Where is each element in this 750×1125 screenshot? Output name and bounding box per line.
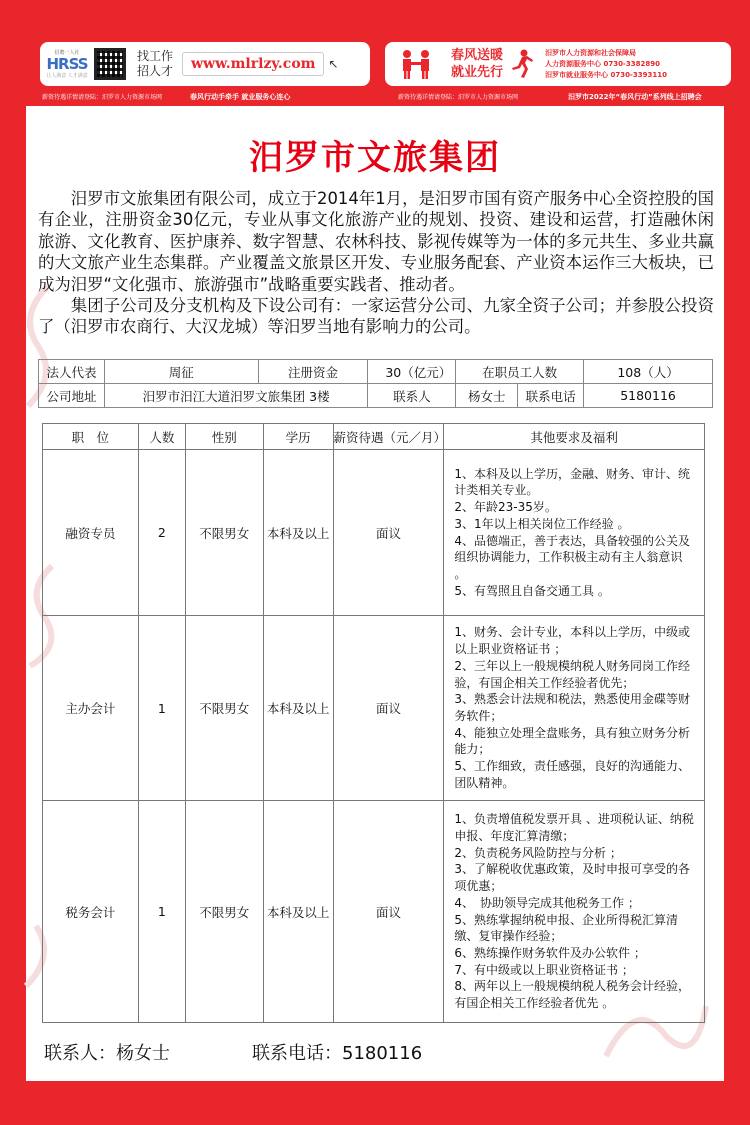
footer-contact: 联系人：杨女士 xyxy=(44,1043,170,1064)
job-education: 本科及以上 xyxy=(263,616,333,801)
col-header-salary: 薪资待遇（元／月） xyxy=(333,424,444,450)
col-header-requirements: 其他要求及福利 xyxy=(444,424,705,450)
capital-label: 注册资金 xyxy=(258,360,368,384)
header-strip xyxy=(0,90,750,104)
requirement-item: 4、 协助领导完成其他税务工作 ； xyxy=(454,895,640,910)
org-info xyxy=(545,48,667,81)
intro-paragraph: 集团子公司及分支机构及下设公司有：一家运营分公司、九家全资子公司；并参股公投资了（汨罗市农商行、大汉龙城）等汨罗当地有影响力的公司。 xyxy=(38,296,714,337)
job-title: 融资专员 xyxy=(43,450,139,616)
col-header-count: 人数 xyxy=(138,424,185,450)
strip-text-mid2: 薪资待遇详情请登陆：汨罗市人力资源市场网 xyxy=(398,94,519,101)
jobs-table xyxy=(42,423,705,1023)
job-requirements xyxy=(444,616,705,801)
legal-label: 法人代表 xyxy=(39,360,105,384)
job-salary: 面议 xyxy=(333,450,444,616)
running-person-icon xyxy=(509,49,535,79)
job-count: 1 xyxy=(138,801,185,1023)
job-gender: 不限男女 xyxy=(185,616,263,801)
info-row xyxy=(39,360,713,384)
jobs-header-row xyxy=(43,424,705,450)
org-line: 汨罗市人力资源和社会保障局 xyxy=(545,48,637,57)
find-job-line: 找工作 xyxy=(136,49,173,63)
slogan-line: 春风送暖 xyxy=(451,48,504,63)
requirement-item: 4、能独立处理全盘账务，具有独立财务分析能力； xyxy=(454,725,691,757)
requirement-item: 2、负责税务风险防控与分析 ； xyxy=(454,845,622,860)
requirement-item: 1、财务、会计专业，本科以上学历，中级或以上职业资格证书 ； xyxy=(454,625,691,657)
requirement-item: 6、熟练操作财务软件及办公软件 ； xyxy=(454,945,646,960)
job-row xyxy=(43,450,705,616)
logo-sub: 让人满意 人才满意 xyxy=(46,73,88,79)
job-gender: 不限男女 xyxy=(185,801,263,1023)
job-row xyxy=(43,801,705,1023)
requirement-item: 3、熟悉会计法规和税法，熟悉使用金碟等财务软件； xyxy=(454,692,691,723)
col-header-position: 职 位 xyxy=(43,424,139,450)
logo-mark: HRSS xyxy=(46,55,88,73)
job-salary: 面议 xyxy=(333,616,444,801)
col-header-gender: 性别 xyxy=(185,424,263,450)
requirement-item: 2、三年以上一般规模纳税人财务同岗工作经验，有国企相关工作经验者优先； xyxy=(454,658,691,690)
contact-label: 联系人 xyxy=(368,384,456,408)
staff-label: 在职员工人数 xyxy=(456,360,584,384)
org-line: 汨罗市就业服务中心 0730-3393110 xyxy=(545,70,667,79)
requirement-item: 1、负责增值税发票开具 、进项税认证、纳税申报、年度汇算清缴； xyxy=(454,812,694,843)
strip-text-right: 汨罗市2022年“春风行动”系列线上招聘会 xyxy=(568,93,702,101)
find-job-text xyxy=(134,49,176,79)
company-info-table xyxy=(38,359,713,408)
qr-code-icon xyxy=(94,48,126,80)
website-url[interactable]: www.mlrlzy.com xyxy=(182,52,324,76)
staff-value: 108（人） xyxy=(584,360,713,384)
footer-phone: 联系电话：5180116 xyxy=(252,1043,423,1064)
job-requirements xyxy=(444,450,705,616)
job-count: 1 xyxy=(138,616,185,801)
info-row xyxy=(39,384,713,408)
contact-value: 杨女士 xyxy=(456,384,518,408)
hrss-logo xyxy=(46,49,88,79)
legal-value: 周征 xyxy=(104,360,258,384)
strip-text-left: 薪资待遇详情请登陆：汨罗市人力资源市场网 xyxy=(42,94,163,101)
job-poster xyxy=(26,106,724,1081)
address-value: 汨罗市汨江大道汨罗文旅集团 3楼 xyxy=(104,384,368,408)
job-education: 本科及以上 xyxy=(263,450,333,616)
job-title: 税务会计 xyxy=(43,801,139,1023)
job-salary: 面议 xyxy=(333,801,444,1023)
requirement-item: 4、品德端正，善于表达，具备较强的公关及组织协调能力，工作积极主动有主人翁意识 。 xyxy=(454,533,691,581)
requirement-item: 2、年龄23-35岁。 xyxy=(454,500,557,515)
job-count: 2 xyxy=(138,450,185,616)
company-intro xyxy=(38,188,714,338)
requirement-item: 5、工作细致，责任感强，良好的沟通能力、团队精神。 xyxy=(454,759,691,790)
requirement-item: 1、本科及以上学历，金融、财务、审计、统计类相关专业。 xyxy=(454,466,691,498)
job-education: 本科及以上 xyxy=(263,801,333,1023)
col-header-education: 学历 xyxy=(263,424,333,450)
capital-value: 30（亿元） xyxy=(368,360,456,384)
find-job-line: 招人才 xyxy=(136,64,173,78)
page-title: 汨罗市文旅集团 xyxy=(249,138,501,178)
phone-value: 5180116 xyxy=(584,384,713,408)
org-line: 人力资源服务中心 0730-3382890 xyxy=(545,59,660,68)
requirement-item: 5、有驾照且自备交通工具 。 xyxy=(454,583,610,598)
mouse-cursor-icon: ↖ xyxy=(328,57,339,71)
requirement-item: 8、两年以上一般规模纳税人税务会计经验，有国企相关工作经验者优先 。 xyxy=(454,979,691,1011)
header-recruit-banner xyxy=(40,42,370,86)
requirement-item: 3、了解税收优惠政策，及时申报可享受的各项优惠； xyxy=(454,862,691,894)
address-label: 公司地址 xyxy=(39,384,105,408)
requirement-item: 3、1年以上相关岗位工作经验 。 xyxy=(454,516,630,531)
slogan-line: 就业先行 xyxy=(451,65,504,80)
job-title: 主办会计 xyxy=(43,616,139,801)
job-gender: 不限男女 xyxy=(185,450,263,616)
phone-label: 联系电话 xyxy=(518,384,584,408)
handshake-people-icon xyxy=(399,49,433,79)
spring-slogan xyxy=(451,47,503,81)
strip-text-mid: 春风行动手牵手 就业服务心连心 xyxy=(190,93,291,101)
job-requirements xyxy=(444,801,705,1023)
requirement-item: 7、有中级或以上职业资格证书 ； xyxy=(454,962,634,977)
requirement-item: 5、熟练掌握纳税申报、企业所得税汇算清缴、复审操作经验； xyxy=(454,912,679,944)
job-row xyxy=(43,616,705,801)
header-spring-banner xyxy=(385,42,731,86)
logo-tag: 招聘一人社 xyxy=(54,50,80,56)
intro-paragraph: 汨罗市文旅集团有限公司，成立于2014年1月，是汨罗市国有资产服务中心全资控股的国有企业，注册资金30亿元，专业从事文化旅游产业的规划、投资、建设和运营，打造融休闲旅游、文化教育、医护康养、数字智慧、农林科技、影视传媒等为一体的多元共生、多业共赢的大文旅产业生态集群。产业覆盖文旅景区开发、专业服务配套、产业资本运作三大板块，已成为汨罗“文化强市、旅游强市”战略重要实践者、推动者。 xyxy=(38,189,714,294)
